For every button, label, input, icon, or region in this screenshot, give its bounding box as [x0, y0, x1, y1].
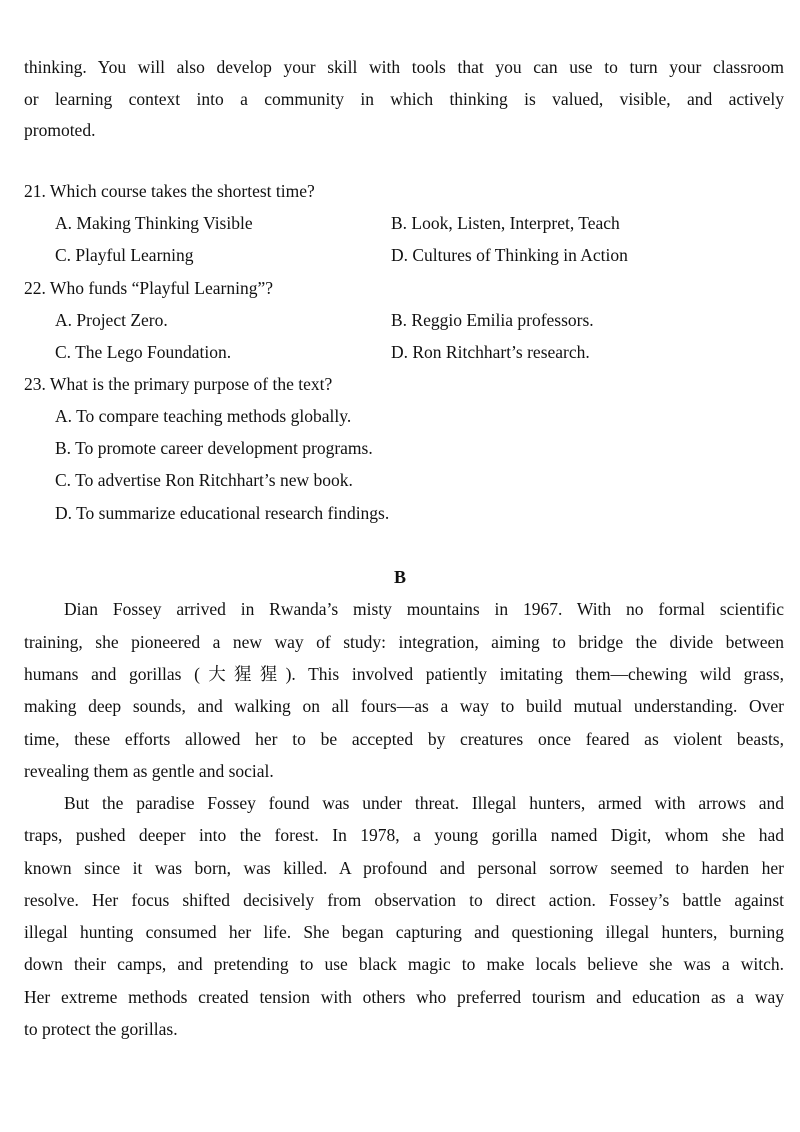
paragraph-line: revealing them as gentle and social.	[24, 761, 274, 781]
paragraph-line: Her extreme methods created tension with others who preferred tourism and education as a way	[24, 987, 784, 1007]
paragraph-line: traps, pushed deeper into the forest. In 1978, a young gorilla named Digit, whom she had	[24, 825, 784, 845]
answer-option: D. Ron Ritchhart’s research.	[391, 342, 590, 362]
answer-option: A. To compare teaching methods globally.	[55, 406, 352, 426]
paragraph-line: known since it was born, was killed. A profound and personal sorrow seemed to harden her	[24, 858, 784, 878]
paragraph-line: illegal hunting consumed her life. She began capturing and questioning illegal hunters, burning	[24, 922, 784, 942]
question-stem: 21. Which course takes the shortest time?	[24, 181, 315, 201]
paragraph-line: to protect the gorillas.	[24, 1019, 178, 1039]
passage-a-line: promoted.	[24, 120, 96, 140]
paragraph-line: time, these efforts allowed her to be accepted by creatures once feared as violent beasts,	[24, 729, 784, 749]
answer-option: C. Playful Learning	[55, 245, 194, 265]
paragraph-line: Dian Fossey arrived in Rwanda’s misty mountains in 1967. With no formal scientific	[64, 599, 784, 619]
answer-option: C. The Lego Foundation.	[55, 342, 232, 362]
question-stem: 22. Who funds “Playful Learning”?	[24, 278, 273, 298]
passage-a-line: thinking. You will also develop your skill with tools that you can use to turn your classroom	[24, 57, 784, 77]
answer-option: A. Project Zero.	[55, 310, 168, 330]
question-stem: 23. What is the primary purpose of the text?	[24, 374, 333, 394]
paragraph-line: But the paradise Fossey found was under threat. Illegal hunters, armed with arrows and	[64, 793, 784, 813]
answer-option: C. To advertise Ron Ritchhart’s new book.	[55, 470, 353, 490]
answer-option: D. To summarize educational research findings.	[55, 503, 390, 523]
paragraph-line: humans and gorillas (大猩猩). This involved patiently imitating them—chewing wild grass,	[24, 664, 784, 684]
paragraph-line: resolve. Her focus shifted decisively from observation to direct action. Fossey’s battle against	[24, 890, 784, 910]
section-title: B	[393, 567, 406, 587]
passage-a-line: or learning context into a community in which thinking is valued, visible, and actively	[24, 89, 784, 109]
paragraph-line: down their camps, and pretending to use black magic to make locals believe she was a witch.	[24, 954, 784, 974]
answer-option: D. Cultures of Thinking in Action	[391, 245, 628, 265]
paragraph-line: training, she pioneered a new way of study: integration, aiming to bridge the divide between	[24, 632, 784, 652]
answer-option: B. Look, Listen, Interpret, Teach	[391, 213, 620, 233]
answer-option: B. Reggio Emilia professors.	[391, 310, 594, 330]
answer-option: B. To promote career development programs.	[55, 438, 373, 458]
answer-option: A. Making Thinking Visible	[55, 213, 253, 233]
paragraph-line: making deep sounds, and walking on all fours—as a way to build mutual understanding. Over	[24, 696, 784, 716]
